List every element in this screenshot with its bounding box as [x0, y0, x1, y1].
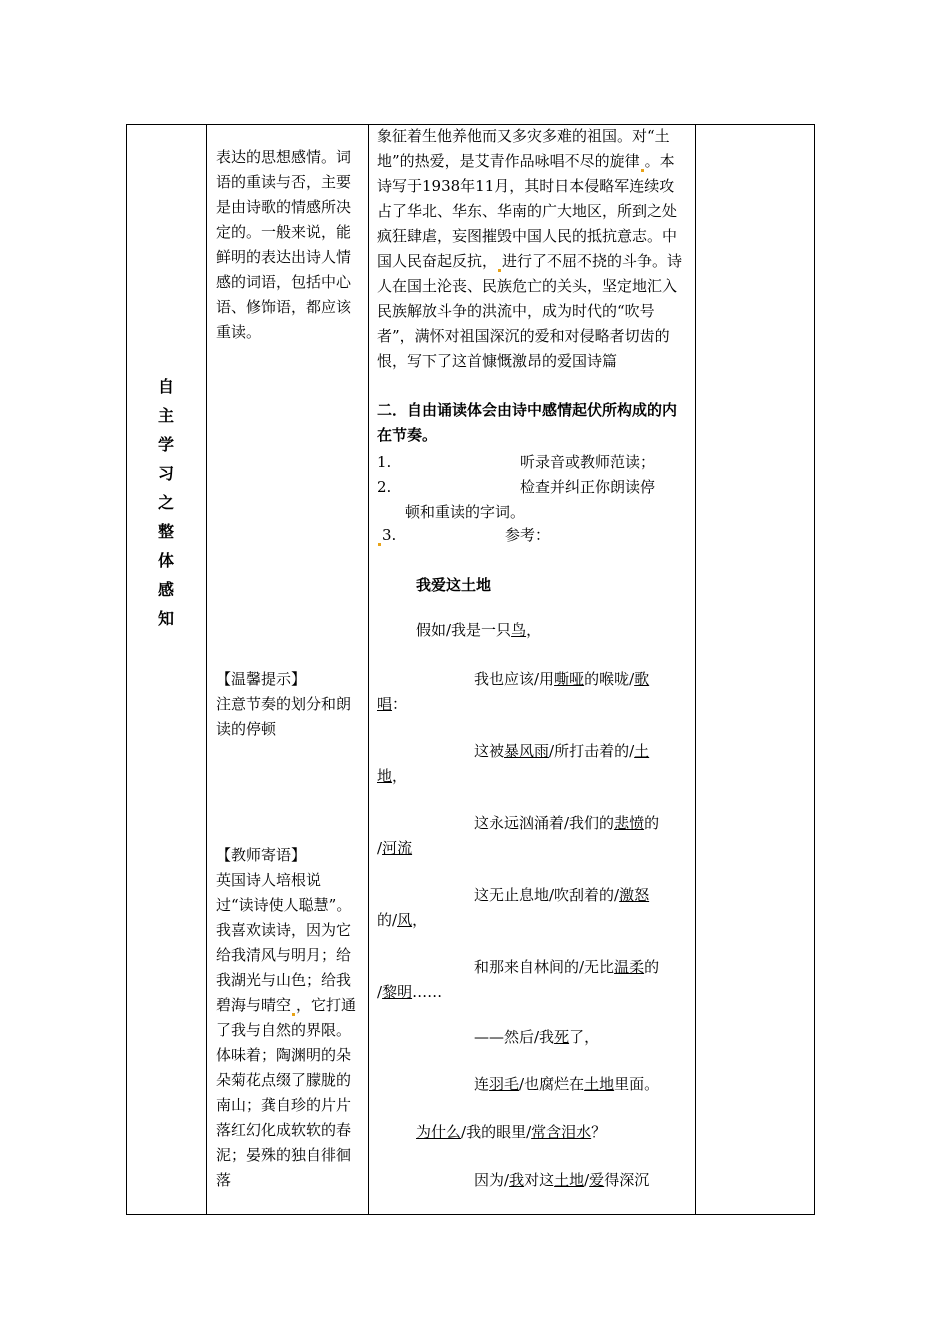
poem-line: 这被暴风雨/所打击着的/土 — [474, 742, 650, 760]
marker-dot — [498, 269, 501, 272]
guidance-intro: 表达的思想感情。词语的重读与否，主要是由诗歌的情感所决定的。一般来说，能鲜明的表达出诗人情感的词语，包括中心语、修饰语，都应该重读。 — [216, 148, 352, 341]
teacher-heading: 【教师寄语】 — [216, 846, 307, 864]
marker-dot — [641, 169, 644, 172]
poem-line: 连羽毛/也腐烂在土地里面。 — [474, 1075, 660, 1093]
section-column — [126, 124, 206, 1215]
section-title: 自 主 学 习 之 整 体 感 知 — [157, 377, 174, 628]
poem-line: 我也应该/用嘶哑的喉咙/歌 — [474, 670, 650, 688]
poem-line: 这永远汹涌着/我们的悲愤的 — [474, 814, 660, 832]
marker-dot — [292, 1013, 295, 1016]
poem-line: 假如/我是一只鸟， — [416, 621, 542, 639]
step-2: 2. 检查并纠正你朗读停 — [377, 478, 656, 496]
poem-line: /河流 — [377, 839, 413, 857]
step-2-continued: 顿和重读的字词。 — [405, 503, 526, 521]
poem-line: 唱： — [377, 695, 408, 713]
column-divider — [368, 124, 369, 1215]
poem-line: /黎明…… — [377, 983, 443, 1001]
tip-heading: 【温馨提示】 — [216, 670, 307, 688]
tip-body: 注意节奏的划分和朗读的停顿 — [216, 695, 352, 738]
poem-line: ——然后/我死了， — [474, 1028, 600, 1046]
section-heading: 二．自由诵读体会由诗中感情起伏所构成的内在节奏。 — [377, 401, 678, 444]
poem-line: 因为/我对这土地/爱得深沉 — [474, 1171, 650, 1189]
column-divider — [206, 124, 207, 1215]
poem-line: 这无止息地/吹刮着的/激怒 — [474, 886, 650, 904]
poem-line: 的/风， — [377, 911, 428, 929]
step-3: 3. 参考： — [377, 523, 687, 548]
teacher-note — [216, 843, 358, 1193]
poem-title: 我爱这土地 — [416, 576, 492, 594]
marker-dot — [378, 543, 381, 546]
poem-line: 和那来自林间的/无比温柔的 — [474, 958, 660, 976]
step-1: 1. 听录音或教师范读； — [377, 453, 656, 471]
poem-line: 地， — [377, 767, 408, 785]
teacher-body: 英国诗人培根说过“读诗使人聪慧”。我喜欢读诗，因为它给我清风与明月；给我湖光与山色；给我碧海与晴空 ，它打通了我与自然的界限。体味着；陶渊明的朵朵菊花点缀了朦胧的南山；龚自珍的片片落红幻化成软软的春泥；晏殊的独自徘徊落 — [216, 871, 357, 1189]
tip-box — [216, 667, 358, 742]
poem-line: 为什么/我的眼里/常含泪水？ — [416, 1123, 607, 1141]
background-paragraph: 象征着生他养他而又多灾多难的祖国。对“土地”的热爱，是艾青作品咏唱不尽的旋律 。本诗写于1938年11月，其时日本侵略军连续攻占了华北、华东、华南的广大地区，所到之处疯狂肆虐，妄图摧毁中国人民的抵抗意志。中国人民奋起反抗， 进行了不屈不挠的斗争。诗人在国土沦丧、民族危亡的关头，坚定地汇入民族解放斗争的洪流中，成为时代的“吹号者”，满怀对祖国深沉的爱和对侵略者切齿的恨，写下了这首慷慨激昂的爱国诗篇 — [377, 127, 683, 370]
